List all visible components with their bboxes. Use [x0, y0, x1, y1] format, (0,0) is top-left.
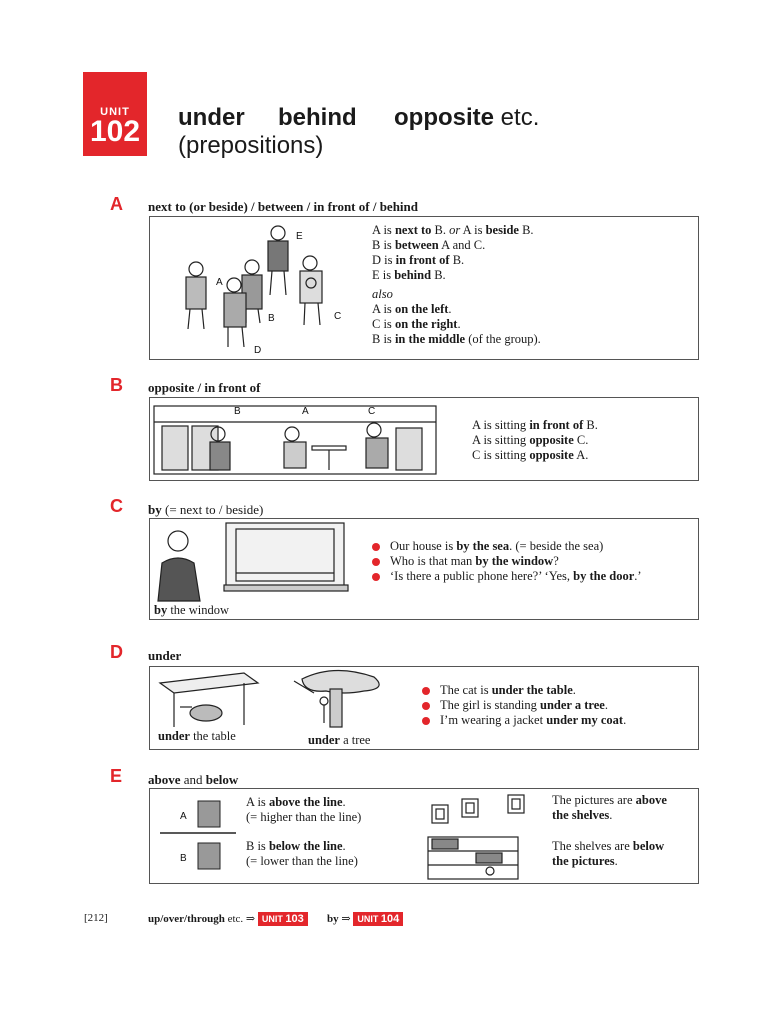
- c-caption: by the window: [154, 603, 230, 617]
- section-a-box: [149, 216, 699, 360]
- bullet-dot-icon: [422, 702, 430, 710]
- footer-crossref: up/over/through etc. ⇒ UNIT 103 by ⇒ UNIT 104: [148, 912, 403, 926]
- fig-a-letter-b: B: [268, 313, 275, 324]
- section-a-letter: A: [110, 194, 123, 214]
- a-line-5: A is on the left.: [372, 302, 452, 316]
- section-e-text-above: A is above the line. (= higher than the line): [246, 795, 362, 824]
- bullet-dot-icon: [422, 687, 430, 695]
- bullet-dot-icon: [422, 717, 430, 725]
- a-also: also: [372, 287, 393, 301]
- b-line-2: A is sitting opposite C.: [472, 433, 589, 447]
- section-c-text: [372, 539, 642, 584]
- unit-badge: [83, 72, 147, 156]
- unit-104-link[interactable]: UNIT 104: [353, 912, 403, 926]
- a-line-4: E is behind B.: [372, 268, 446, 282]
- fig-a-letter-c: C: [334, 311, 342, 322]
- fig-b-letter-b: B: [234, 406, 241, 417]
- fig-a-letter-a: A: [216, 277, 223, 288]
- title-word-behind: behind: [278, 104, 357, 131]
- pictures-shelves-illustration: [418, 791, 544, 881]
- title-etc: etc.: [500, 104, 540, 131]
- section-a-heading: next to (or beside) / between / in front of / behind: [148, 199, 418, 214]
- section-b-letter: B: [110, 375, 123, 395]
- section-c-heading: by (= next to / beside): [148, 502, 264, 517]
- unit-number: 102: [89, 115, 141, 148]
- train-passengers-illustration: [152, 400, 442, 478]
- d-bullet-3: I’m wearing a jacket under my coat.: [422, 713, 626, 728]
- section-d-box: [149, 666, 699, 750]
- d-caption-tree: under a tree: [308, 733, 371, 747]
- title-word-opposite: opposite: [394, 104, 494, 131]
- section-b-box: [149, 397, 699, 481]
- above-below-line-illustration: [156, 791, 240, 881]
- bullet-dot-icon: [372, 543, 380, 551]
- cat-table-tree-illustration: [154, 669, 404, 729]
- unit-label: UNIT: [100, 106, 130, 118]
- b-line-1: A is sitting in front of B.: [472, 418, 598, 432]
- a-line-7: B is in the middle (of the group).: [372, 332, 541, 346]
- group-of-people-illustration: [170, 219, 370, 357]
- c-bullet-2: Who is that man by the window?: [372, 554, 642, 569]
- section-e-text-pictures: The pictures are above the shelves.: [552, 793, 667, 822]
- unit-103-link[interactable]: UNIT 103: [258, 912, 308, 926]
- fig-e-letter-a: A: [180, 811, 187, 822]
- section-a-text: [372, 223, 541, 347]
- fig-e-letter-b: B: [180, 853, 187, 864]
- section-b-text: [472, 418, 598, 463]
- page-title: [178, 104, 539, 160]
- bullet-dot-icon: [372, 573, 380, 581]
- title-subtitle: (prepositions): [178, 132, 324, 159]
- section-e-text-below: B is below the line. (= lower than the line): [246, 839, 358, 868]
- section-e-letter: E: [110, 766, 123, 786]
- fig-a-letter-e: E: [296, 231, 303, 242]
- section-c-box: [149, 518, 699, 620]
- c-bullet-3: ‘Is there a public phone here?’ ‘Yes, by the door.’: [372, 569, 642, 584]
- a-line-1: A is next to B. or A is beside B.: [372, 223, 534, 237]
- section-e-text-shelves: The shelves are below the pictures.: [552, 839, 665, 868]
- section-c-letter: C: [110, 496, 123, 516]
- c-bullet-1: Our house is by the sea. (= beside the sea): [372, 539, 642, 554]
- section-b-heading: opposite / in front of: [148, 380, 261, 395]
- fig-b-letter-c: C: [368, 406, 376, 417]
- section-d-letter: D: [110, 642, 123, 662]
- section-e-heading: above and below: [148, 772, 239, 787]
- d-caption-table: under the table: [158, 729, 236, 743]
- b-line-3: C is sitting opposite A.: [472, 448, 589, 462]
- section-e-box: [149, 788, 699, 884]
- title-word-under: under: [178, 104, 245, 131]
- fig-b-letter-a: A: [302, 406, 309, 417]
- section-d-text: [422, 683, 626, 728]
- page-number: [212]: [84, 912, 108, 924]
- man-by-window-illustration: [154, 521, 350, 603]
- a-line-2: B is between A and C.: [372, 238, 486, 252]
- section-d-heading: under: [148, 648, 182, 663]
- a-line-6: C is on the right.: [372, 317, 461, 331]
- a-line-3: D is in front of B.: [372, 253, 465, 267]
- fig-a-letter-d: D: [254, 345, 262, 356]
- bullet-dot-icon: [372, 558, 380, 566]
- d-bullet-2: The girl is standing under a tree.: [422, 698, 626, 713]
- d-bullet-1: The cat is under the table.: [422, 683, 626, 698]
